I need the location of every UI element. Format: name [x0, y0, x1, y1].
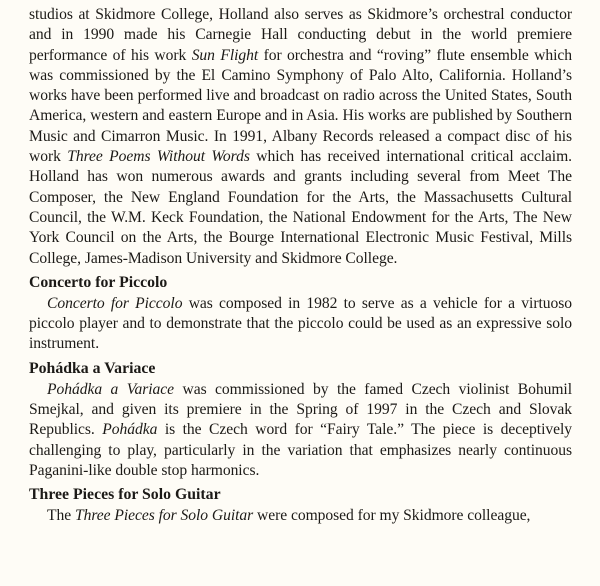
work-title-three-poems: Three Poems Without Words	[67, 148, 250, 166]
concerto-heading: Concerto for Piccolo	[29, 273, 168, 291]
bio-text-3: which has received international critical acclaim. Holland has won numerous awards and grants including several from Meet The Composer, the New England Foundation for the Arts, the Massachusetts Cultural Council, the W.M. Keck Foundation, the National Endowment for the Arts, The New York Council on the Arts, the Bourge International Electronic Music Festival, Mills College, James-Madison University and Skidmore College.	[29, 148, 573, 267]
work-title-sun-flight: Sun Flight	[191, 46, 259, 64]
concerto-title: Concerto for Piccolo	[47, 294, 183, 312]
guitar-paragraph	[29, 506, 572, 526]
guitar-text: were composed for my Skidmore colleague,	[253, 507, 531, 525]
guitar-title: Three Pieces for Solo Guitar	[74, 507, 254, 525]
guitar-lead: The	[47, 507, 75, 525]
pohadka-paragraph	[29, 380, 572, 481]
pohadka-title: Pohádka a Variace	[47, 380, 175, 398]
pohadka-word: Pohádka	[102, 421, 158, 439]
pohadka-heading: Pohádka a Variace	[29, 359, 156, 377]
bio-text-1: studios at Skidmore College, Holland also serves as Skidmore’s orchestral conductor and in 1990 made his Carnegie Hall conducting debut in the world premiere performance of his work	[29, 6, 572, 64]
pohadka-text-2: is the Czech word for “Fairy Tale.” The piece is deceptively challenging to play, particularly in the variation that emphasizes nearly continuous Paganini-like double stop harmonics.	[29, 421, 572, 479]
guitar-heading: Three Pieces for Solo Guitar	[29, 486, 221, 504]
pohadka-text-1: was commissioned by the famed Czech violinist Bohumil Smejkal, and given its premiere in the Spring of 1997 in the Czech and Slovak Republics.	[29, 380, 572, 439]
bio-text-2: for orchestra and “roving” flute ensemble which was commissioned by the El Camino Symphony of Palo Alto, California. Holland’s works have been performed live and broadcast on radio across the United States, South America, western and eastern Europe and in Asia. His works are published by Southern Music and Cimarron Music. In 1991, Albany Records released a compact disc of his work	[29, 46, 573, 166]
concerto-text: was composed in 1982 to serve as a vehicle for a virtuoso piccolo player and to demonstrate that the piccolo could be used as an expressive solo instrument.	[29, 294, 572, 353]
concerto-paragraph	[29, 294, 572, 355]
bio-paragraph	[29, 5, 572, 269]
